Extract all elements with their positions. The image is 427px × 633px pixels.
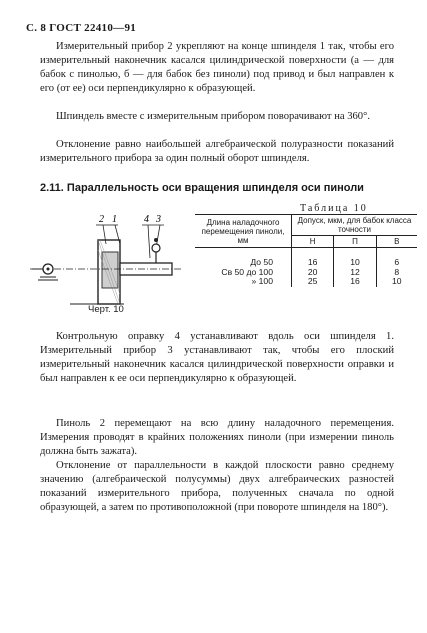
- table-cell-length: » 100: [251, 276, 273, 287]
- table-cell: 16: [334, 277, 376, 287]
- paragraph-parallelism: Отклонение от параллельности в каждой плоскости равно среднему значению (алгебраической полусуммы) двух алгебраических разностей показаний измерительного прибора, полученных сначала по одной образующей, а затем по противоположной (при повороте шпинделя на 180°).: [40, 460, 394, 514]
- table-row: [195, 277, 417, 287]
- page-header: С. 8 ГОСТ 22410—91: [26, 22, 137, 34]
- section-title: 2.11. Параллельность оси вращения шпинделя оси пиноли: [40, 182, 364, 194]
- figure-label-2: 2: [99, 214, 104, 225]
- table-cell: 25: [292, 277, 334, 287]
- table-cell: 6: [376, 258, 417, 268]
- table-cell: 10: [334, 258, 376, 268]
- figure-caption: Черт. 10: [88, 304, 124, 315]
- paragraph-mandrel: Контрольную оправку 4 устанавливают вдоль оси шпинделя 1. Измерительный прибор 3 устанавливают так, чтобы его плоский измерительный наконечник касался цилиндрической поверхности оправки и был направлен к ее оси перпендикулярно к образующей.: [40, 331, 394, 385]
- paragraph-quill: Пиноль 2 перемещают на всю длину наладочного перемещения. Измерения проводят в крайних положениях пиноли (при измерении пиноль должна быть зажата).: [40, 418, 394, 458]
- column-header-length: Длина наладочного перемещения пиноли, мм: [195, 215, 292, 248]
- table-cell: 10: [376, 277, 417, 287]
- figure-label-4: 4: [144, 214, 149, 225]
- tolerance-table: [195, 214, 417, 287]
- table-cell: 16: [292, 258, 334, 268]
- table-cell: 12: [334, 268, 376, 278]
- table-cell-length: Св 50 до 100: [221, 266, 273, 277]
- table-cell: 20: [292, 268, 334, 278]
- column-header-class-v: В: [376, 236, 417, 248]
- table-title: Таблица 10: [300, 203, 368, 214]
- figure-label-3: 3: [156, 214, 161, 225]
- table-cell: 8: [376, 268, 417, 278]
- paragraph-rotate: Шпиндель вместе с измерительным прибором поворачивают на 360°.: [56, 111, 370, 122]
- column-header-class-p: П: [334, 236, 376, 248]
- paragraph-instrument-mount: Измерительный прибор 2 укрепляют на конце шпинделя 1 так, чтобы его измерительный наконечник касался цилиндрической поверхности (а — для бабок с пинолью, б — для бабок без пиноли) под привод и был направлен к его (от ее) оси перпендикулярно к образующей.: [40, 41, 394, 95]
- figure-label-1: 1: [112, 214, 117, 225]
- table-row: [195, 268, 417, 278]
- figure-drawing: [10, 210, 192, 310]
- table-cell-length: До 50: [250, 257, 273, 267]
- paragraph-deviation: Отклонение равно наибольшей алгебраической полуразности показаний измерительного прибора за один полный оборот шпинделя.: [40, 139, 394, 165]
- column-header-class-n: Н: [292, 236, 334, 248]
- column-header-tolerance: Допуск, мкм, для бабок класса точности: [292, 215, 418, 236]
